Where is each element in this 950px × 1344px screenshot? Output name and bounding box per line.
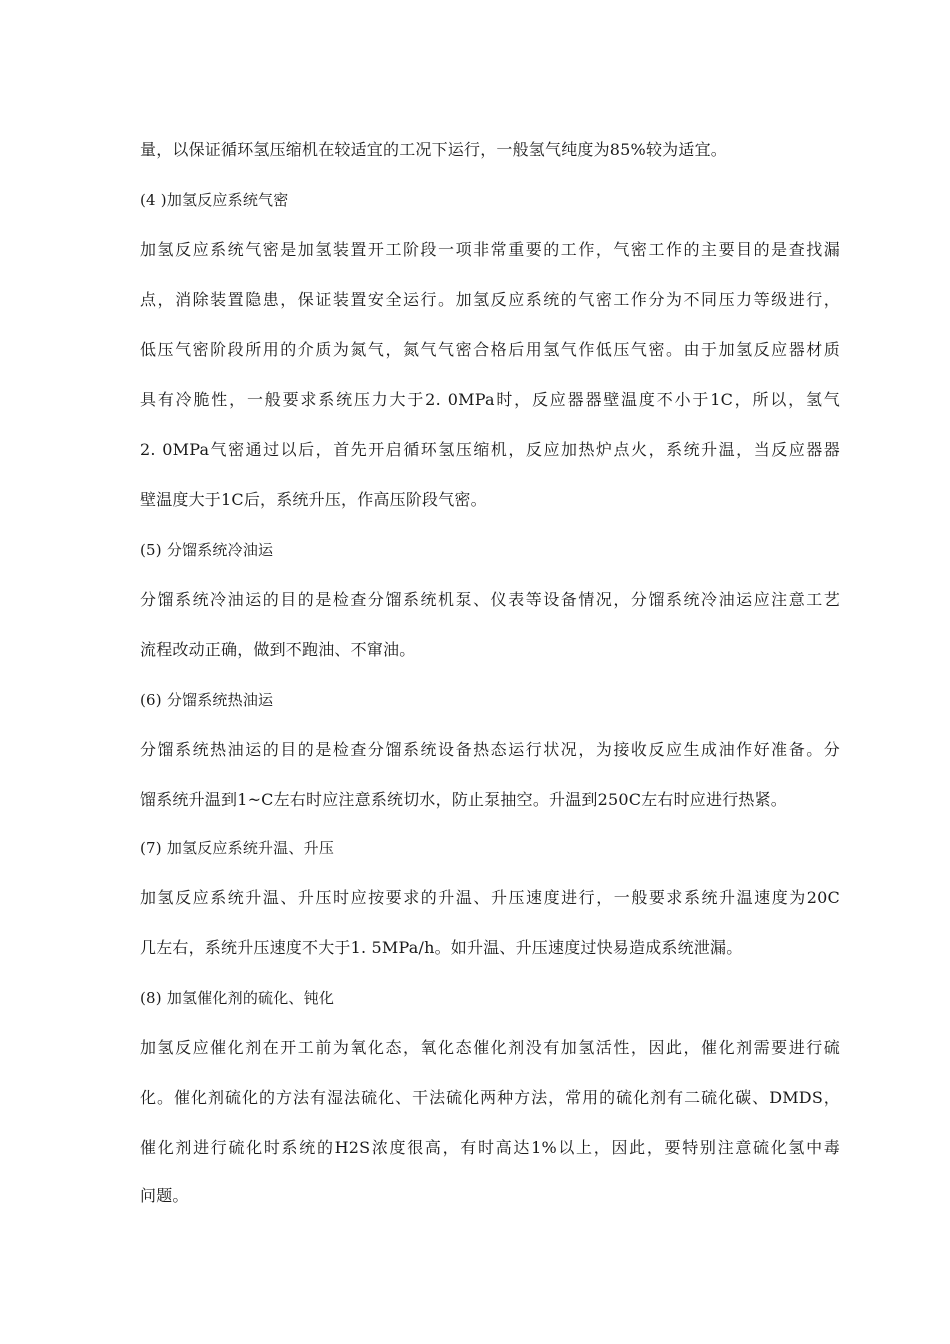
paragraph-line: 低压气密阶段所用的介质为氮气，氮气气密合格后用氢气作低压气密。由于加氢反应器材质 [140, 340, 840, 359]
paragraph-line: 馏系统升温到1~C左右时应注意系统切水，防止泵抽空。升温到250C左右时应进行热紧。 [140, 790, 788, 809]
paragraph-line: 几左右，系统升压速度不大于1. 5MPa/h。如升温、升压速度过快易造成系统泄漏。 [140, 938, 743, 957]
paragraph-line: 加氢反应系统气密是加氢装置开工阶段一项非常重要的工作，气密工作的主要目的是查找漏 [140, 240, 840, 259]
paragraph-line: 壁温度大于1C后，系统升压，作高压阶段气密。 [140, 490, 487, 509]
paragraph-line: 分馏系统冷油运的目的是检查分馏系统机泵、仪表等设备情况，分馏系统冷油运应注意工艺 [140, 590, 840, 609]
paragraph-line: 加氢反应系统升温、升压时应按要求的升温、升压速度进行，一般要求系统升温速度为20C [140, 888, 840, 907]
paragraph-line: 分馏系统热油运的目的是检查分馏系统设备热态运行状况，为接收反应生成油作好准备。分 [140, 740, 840, 759]
paragraph-line: 2. 0MPa气密通过以后，首先开启循环氢压缩机，反应加热炉点火，系统升温，当反应器器 [140, 440, 840, 459]
paragraph-line: 具有冷脆性，一般要求系统压力大于2. 0MPa时，反应器器壁温度不小于1C，所以，氢气 [140, 390, 840, 409]
section-heading-7: (7) 加氢反应系统升温、升压 [140, 839, 335, 857]
paragraph-line: 加氢反应催化剂在开工前为氧化态，氧化态催化剂没有加氢活性，因此，催化剂需要进行硫 [140, 1038, 840, 1057]
paragraph-line: 催化剂进行硫化时系统的H2S浓度很高，有时高达1%以上，因此，要特别注意硫化氢中毒 [140, 1138, 840, 1157]
section-heading-4: (4 )加氢反应系统气密 [140, 191, 289, 209]
paragraph-line: 问题。 [140, 1186, 189, 1205]
section-heading-5: (5) 分馏系统冷油运 [140, 541, 274, 559]
section-heading-8: (8) 加氢催化剂的硫化、钝化 [140, 989, 335, 1007]
paragraph-line: 点，消除装置隐患，保证装置安全运行。加氢反应系统的气密工作分为不同压力等级进行， [140, 290, 840, 309]
paragraph-line: 量，以保证循环氢压缩机在较适宜的工况下运行，一般氢气纯度为85%较为适宜。 [140, 140, 727, 159]
paragraph-line: 流程改动正确，做到不跑油、不窜油。 [140, 640, 416, 659]
paragraph-line: 化。催化剂硫化的方法有湿法硫化、干法硫化两种方法，常用的硫化剂有二硫化碳、DMDS， [140, 1088, 840, 1107]
section-heading-6: (6) 分馏系统热油运 [140, 691, 274, 709]
